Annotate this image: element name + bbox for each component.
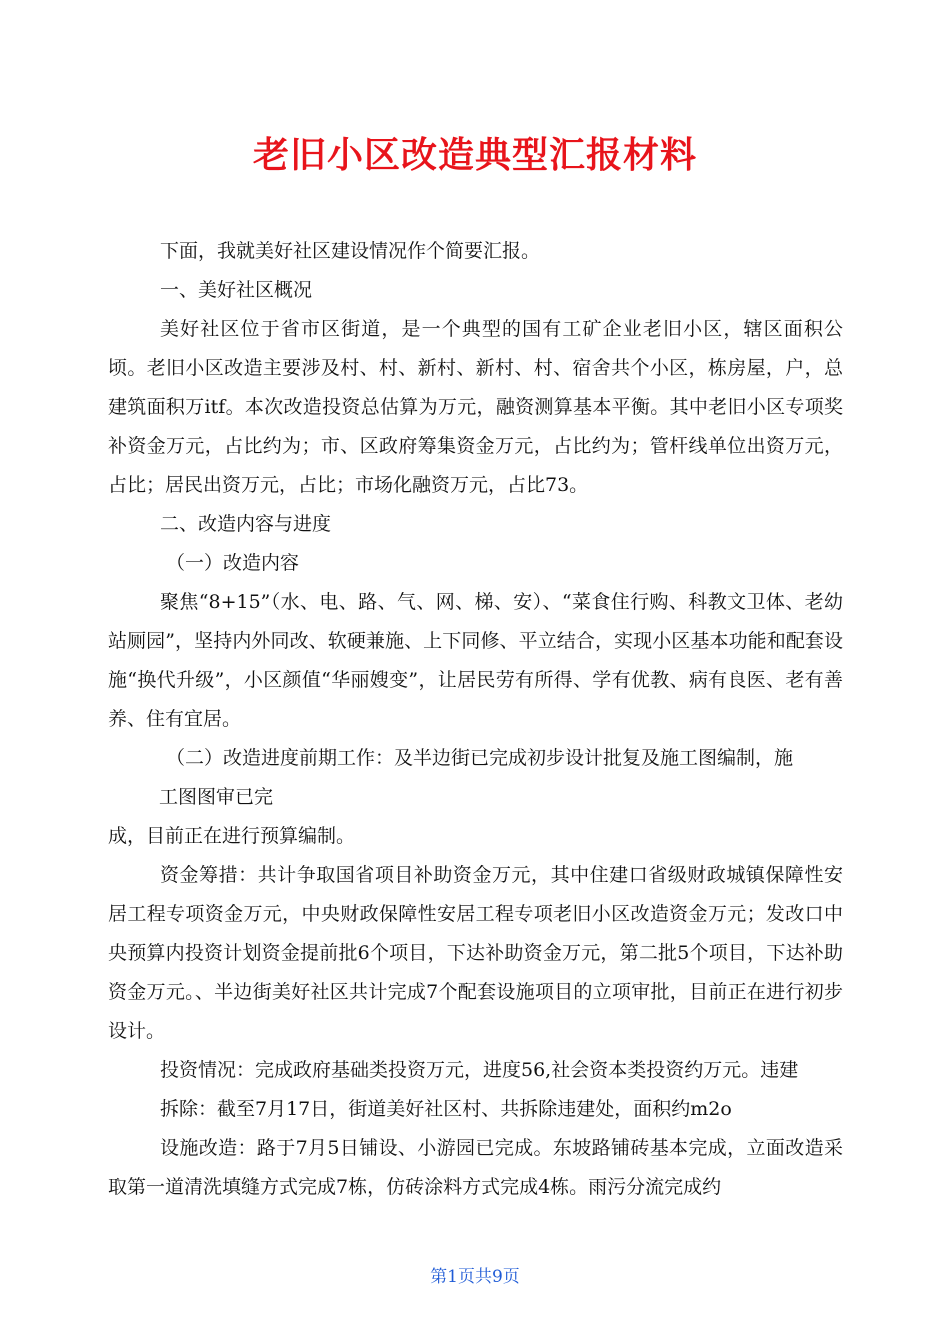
paragraph-overview: 美好社区位于省市区街道，是一个典型的国有工矿企业老旧小区，辖区面积公顷。老旧小区改造主要涉及村、村、新村、新村、村、宿舍共个小区，栋房屋，户，总建筑面积万itf。本次改造投资总估算为万元，融资测算基本平衡。其中老旧小区专项奖补资金万元，占比约为；市、区政府筹集资金万元，占比约为；管杆线单位出资万元，占比；居民出资万元，占比；市场化融资万元，占比73。: [108, 318, 843, 496]
subsection-heading-content: （一）改造内容: [166, 552, 300, 574]
document-title: 老旧小区改造典型汇报材料: [252, 135, 697, 177]
section-heading-overview: 一、美好社区概况: [160, 279, 313, 301]
paragraph-progress-end: 成，目前正在进行预算编制。: [108, 825, 356, 847]
paragraph-funding: 资金筹措：共计争取国省项目补助资金万元，其中住建口省级财政城镇保障性安居工程专项资金万元，中央财政保障性安居工程专项老旧小区改造资金万元；发改口中央预算内投资计划资金提前批6个项目，下达补助资金万元，第二批5个项目，下达补助资金万元。、半边街美好社区共计完成7个配套设施项目的立项审批，目前正在进行初步设计。: [108, 864, 843, 1042]
paragraph-intro: 下面，我就美好社区建设情况作个简要汇报。: [160, 240, 541, 262]
paragraph-content: 聚焦“8+15”（水、电、路、气、网、梯、安）、“菜食住行购、科教文卫体、老幼站厕园”，坚持内外同改、软硬兼施、上下同修、平立结合，实现小区基本功能和配套设施“换代升级”，小区颜值“华丽嫂变”，让居民劳有所得、学有优教、病有良医、老有善养、住有宜居。: [108, 591, 843, 730]
paragraph-progress: （二）改造进度前期工作：及半边街已完成初步设计批复及施工图编制，施: [166, 747, 794, 769]
paragraph-facilities: 设施改造：路于7月5日铺设、小游园已完成。东坡路铺砖基本完成，立面改造采取第一道清洗填缝方式完成7栋，仿砖涂料方式完成4栋。雨污分流完成约: [108, 1137, 843, 1198]
paragraph-investment: 投资情况：完成政府基础类投资万元，进度56,社会资本类投资约万元。违建: [160, 1059, 799, 1081]
section-heading-content-progress: 二、改造内容与进度: [160, 513, 332, 535]
page-number-footer: 第1页共9页: [430, 1267, 520, 1287]
document-body: [108, 232, 843, 1207]
paragraph-demolition: 拆除：截至7月17日，街道美好社区村、共拆除违建处，面积约m2o: [160, 1098, 732, 1120]
paragraph-progress-continued: 工图图审已完: [159, 786, 274, 808]
